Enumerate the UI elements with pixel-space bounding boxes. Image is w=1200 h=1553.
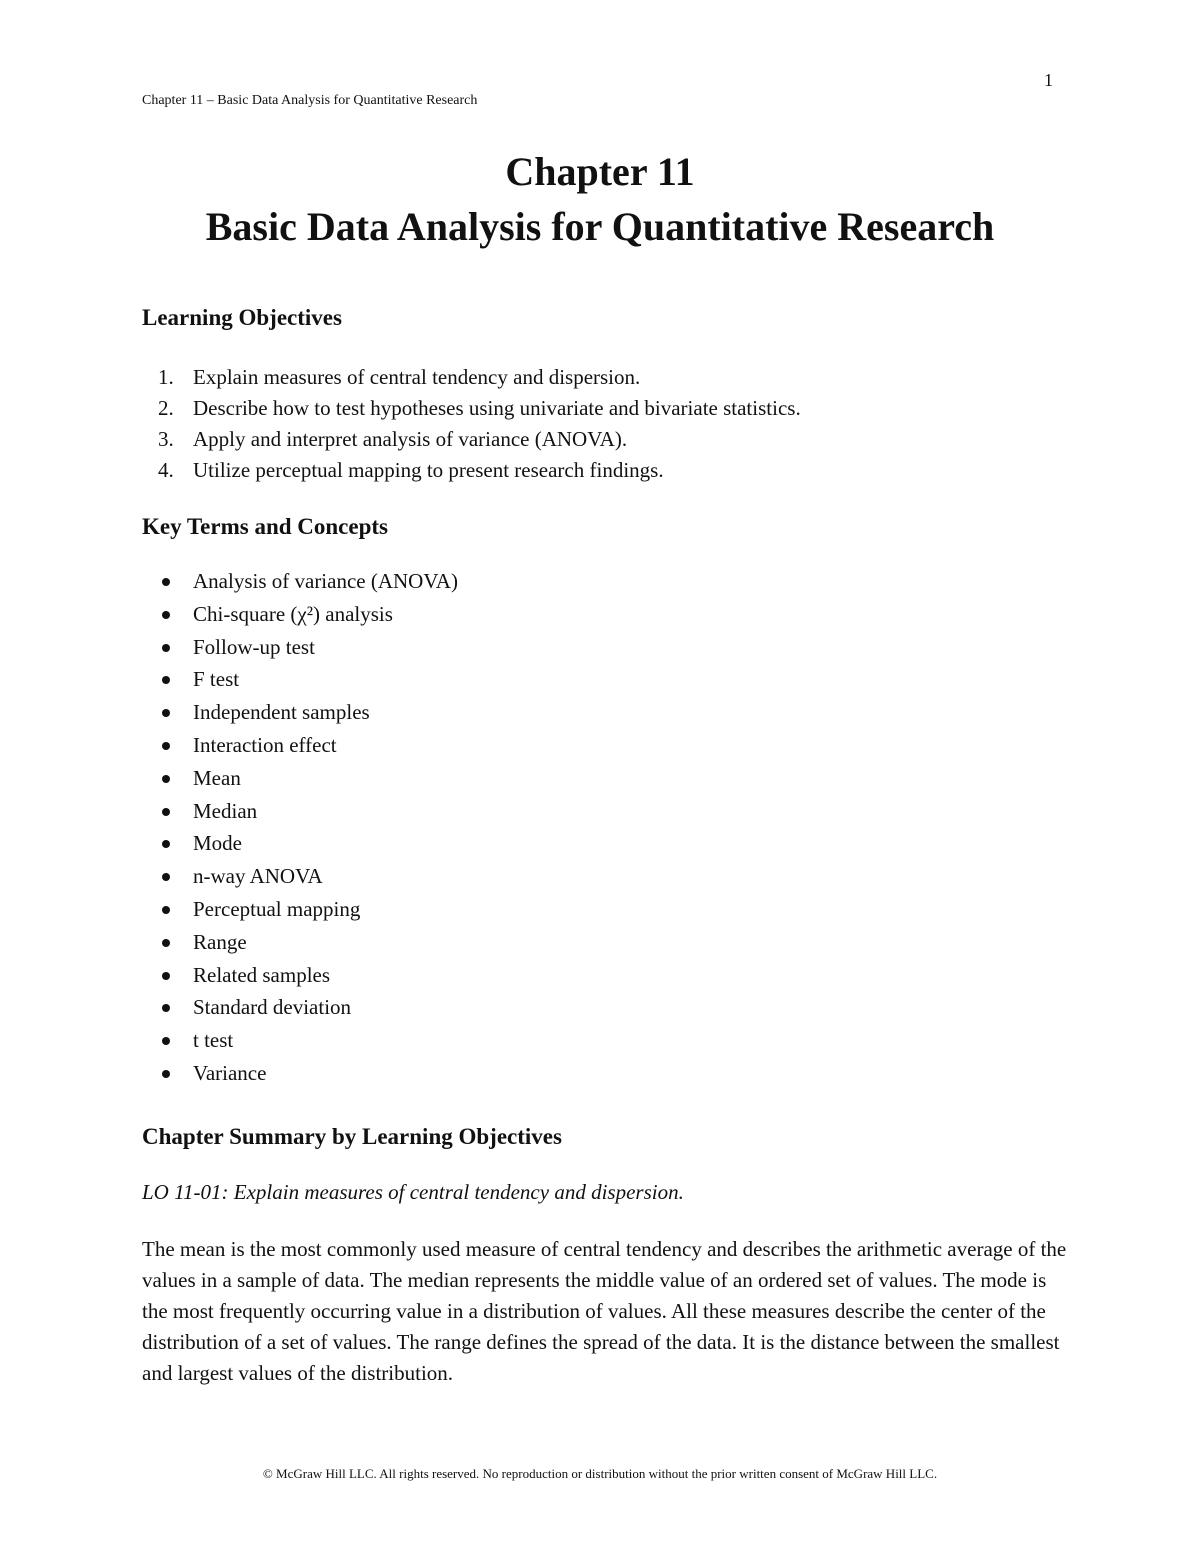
list-item [142, 926, 458, 959]
item-text: Standard deviation [193, 995, 352, 1020]
list-item [142, 860, 458, 893]
item-number: 2. [158, 396, 174, 420]
bullet-icon [162, 972, 170, 980]
list-item [142, 1057, 458, 1090]
copyright-footer: © McGraw Hill LLC. All rights reserved. No reproduction or distribution without the prior written consent of McGraw Hill LLC. [262, 1466, 938, 1481]
title-block [0, 145, 1200, 255]
bullet-icon [162, 939, 170, 947]
item-text: Analysis of variance (ANOVA) [193, 569, 458, 593]
chapter-subtitle: Basic Data Analysis for Quantitative Research [205, 204, 995, 249]
item-number: 4. [158, 458, 174, 482]
item-text: Apply and interpret analysis of variance (ANOVA). [193, 427, 628, 451]
key-terms-heading: Key Terms and Concepts [142, 514, 388, 539]
page-number: 1 [1044, 70, 1053, 90]
item-text: Mean [193, 765, 241, 790]
item-text: Median [193, 798, 258, 823]
bullet-icon [162, 1004, 170, 1012]
bullet-icon [162, 676, 170, 684]
item-text: Describe how to test hypotheses using univariate and bivariate statistics. [193, 396, 801, 420]
bullet-icon [162, 742, 170, 750]
item-text: Explain measures of central tendency and dispersion. [193, 365, 641, 389]
list-item [142, 455, 801, 486]
item-text: Follow-up test [193, 634, 315, 659]
learning-objectives-heading: Learning Objectives [142, 305, 342, 330]
bullet-icon [162, 840, 170, 848]
bullet-icon [162, 906, 170, 914]
summary-paragraph: The mean is the most commonly used measure of central tendency and describes the arithmetic average of the values in a sample of data. The median represents the middle value of an ordered set of values. The mode is the most frequently occurring value in a distribution of values. All these measures describe the center of the distribution of a set of values. The range defines the spread of the data. It is the distance between the smallest and largest values of the distribution. [142, 1237, 1067, 1385]
list-item [142, 762, 458, 795]
bullet-icon [162, 1037, 170, 1045]
item-text: Variance [193, 1060, 267, 1085]
item-number: 3. [158, 427, 174, 451]
item-text: Chi-square (χ²) analysis [193, 601, 393, 626]
item-number: 1. [158, 365, 174, 389]
bullet-icon [162, 873, 170, 881]
learning-objectives-list [142, 362, 801, 486]
item-text: t test [193, 1028, 234, 1053]
chapter-summary-heading: Chapter Summary by Learning Objectives [142, 1124, 562, 1149]
list-item [142, 393, 801, 424]
list-item [142, 1024, 458, 1057]
list-item [142, 424, 801, 455]
list-item [142, 729, 458, 762]
list-item [142, 893, 458, 926]
item-text: F test [193, 667, 240, 692]
item-text: n-way ANOVA [193, 864, 323, 889]
key-terms-list [142, 565, 458, 1090]
list-item [142, 565, 458, 598]
item-text: Related samples [193, 962, 331, 987]
list-item [142, 959, 458, 992]
bullet-icon [162, 808, 170, 816]
item-text: Independent samples [193, 700, 370, 725]
list-item [142, 991, 458, 1024]
bullet-icon [162, 611, 170, 619]
item-text: Mode [193, 831, 242, 856]
lo-objective-line: LO 11-01: Explain measures of central tendency and dispersion. [142, 1180, 684, 1204]
bullet-icon [162, 775, 170, 783]
item-text: Utilize perceptual mapping to present research findings. [193, 458, 664, 482]
list-item [142, 663, 458, 696]
bullet-icon [162, 578, 170, 586]
item-text: Interaction effect [193, 732, 337, 757]
item-text: Range [193, 929, 247, 954]
chapter-title: Chapter 11 [505, 149, 695, 194]
list-item [142, 598, 458, 631]
bullet-icon [162, 1070, 170, 1078]
list-item [142, 362, 801, 393]
list-item [142, 827, 458, 860]
list-item [142, 631, 458, 664]
item-text: Perceptual mapping [193, 896, 361, 921]
running-header: Chapter 11 – Basic Data Analysis for Quantitative Research [142, 93, 478, 108]
list-item [142, 696, 458, 729]
bullet-icon [162, 644, 170, 652]
bullet-icon [162, 709, 170, 717]
list-item [142, 795, 458, 828]
